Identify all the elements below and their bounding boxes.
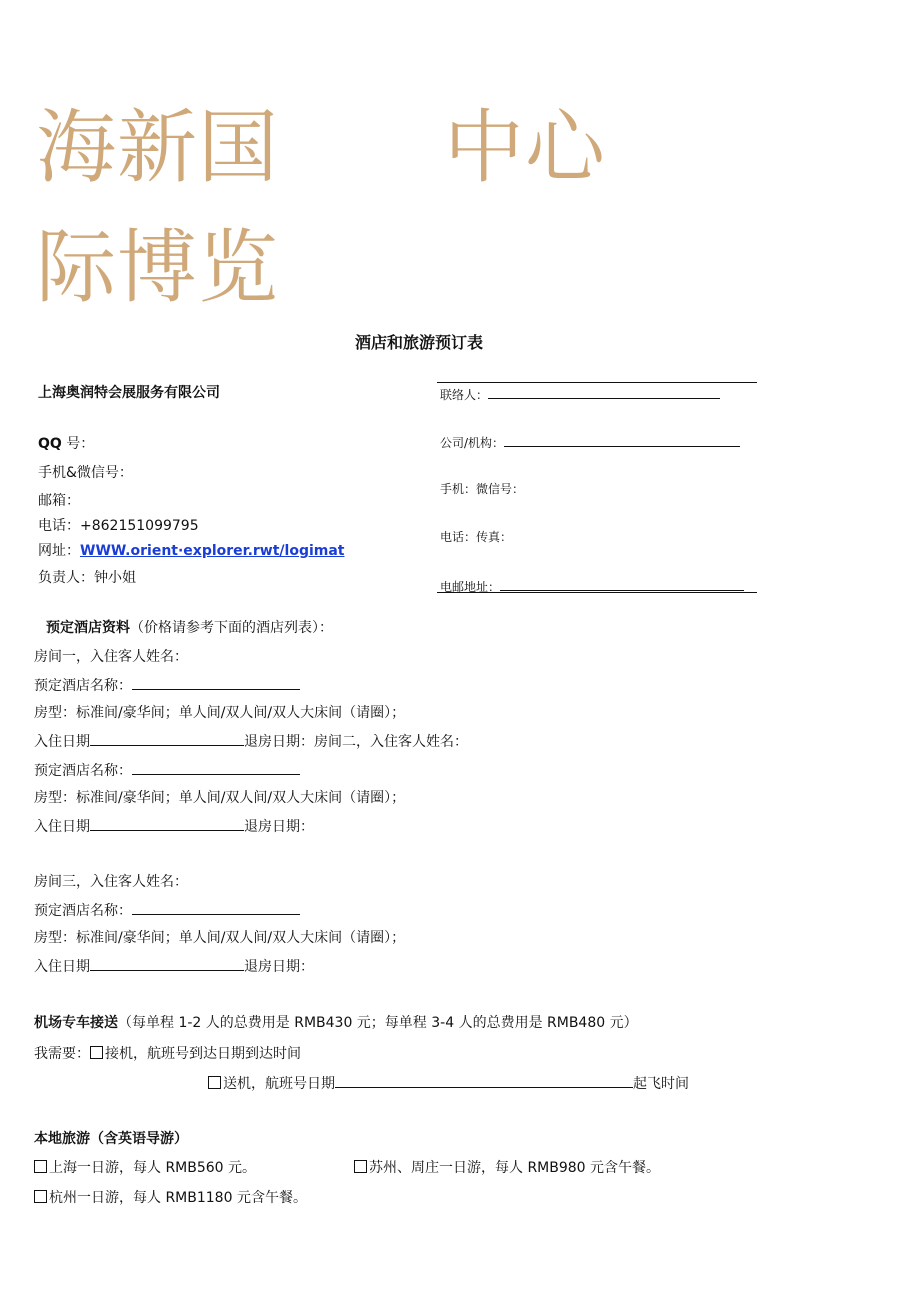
tour-checkbox[interactable]: [34, 1160, 47, 1173]
checkin-input[interactable]: [90, 957, 244, 971]
dropoff-label: 送机，航班号日期: [223, 1076, 335, 1092]
tour-label: 杭州一日游，每人 RMB1180 元含午餐。: [49, 1190, 307, 1206]
checkin-label: 入住日期: [34, 959, 90, 975]
room1-type: 房型：标准间/豪华间；单人间/双人间/双人大床间（请圈）；: [34, 705, 406, 721]
checkout-label: 退房日期：: [244, 959, 314, 975]
room3-hotel-name[interactable]: [34, 901, 300, 920]
hotel-name-input[interactable]: [132, 676, 300, 690]
client-company-input[interactable]: [504, 433, 740, 447]
checkin-input[interactable]: [90, 732, 244, 746]
company-qq: [38, 435, 94, 453]
need-label: 我需要：: [34, 1046, 90, 1062]
client-phone-field[interactable]: 电话：传真：: [440, 530, 513, 544]
dropoff-checkbox[interactable]: [208, 1076, 221, 1089]
airport-note: （每单程 1-2 人的总费用是 RMB430 元；每单程 3-4 人的总费用是 RMB480 元）: [118, 1015, 638, 1031]
banner-line1-right: 中心: [444, 101, 606, 194]
checkin-label: 入住日期: [34, 819, 90, 835]
website-label: 网址：: [38, 543, 80, 559]
tour-label: 苏州、周庄一日游，每人 RMB980 元含午餐。: [369, 1160, 661, 1176]
company-phone: 电话：+862151099795: [38, 518, 199, 534]
client-company-label: 公司/机构：: [440, 436, 505, 450]
client-email-input[interactable]: [500, 577, 744, 591]
airport-pickup-row: [34, 1045, 301, 1063]
hotel-heading-row: [46, 619, 333, 637]
website-link[interactable]: WWW.orient·explorer.rwt/logimat: [80, 543, 345, 559]
checkin-input[interactable]: [90, 817, 244, 831]
company-contact: 负责人：钟小姐: [38, 570, 136, 586]
tour-heading: 本地旅游（含英语导游）: [34, 1131, 188, 1147]
checkout-label: 退房日期：: [244, 819, 314, 835]
tour-checkbox[interactable]: [34, 1190, 47, 1203]
client-company-field[interactable]: [440, 433, 740, 451]
pickup-label: 接机，航班号到达日期到达时间: [105, 1046, 301, 1062]
form-title: 酒店和旅游预订表: [355, 333, 484, 352]
hotel-name-label: 预定酒店名称：: [34, 763, 132, 779]
client-contact-input[interactable]: [488, 385, 720, 399]
checkout-label: 退房日期：: [244, 734, 314, 750]
room2-hotel-name[interactable]: [34, 761, 300, 780]
room2-dates-row: [34, 817, 314, 836]
company-name: 上海奥润特会展服务有限公司: [38, 385, 220, 401]
airport-dropoff-row: [208, 1074, 689, 1093]
hotel-name-label: 预定酒店名称：: [34, 678, 132, 694]
checkin-label: 入住日期: [34, 734, 90, 750]
room1-guest: 房间一，入住客人姓名：: [34, 649, 188, 665]
banner-line2: 际博览: [36, 221, 279, 314]
client-mobile-field[interactable]: 手机：微信号：: [440, 482, 525, 496]
pickup-checkbox[interactable]: [90, 1046, 103, 1059]
company-email: 邮箱：: [38, 493, 80, 509]
room3-guest: 房间三，入住客人姓名：: [34, 874, 188, 890]
client-contact-label: 联络人：: [440, 388, 489, 402]
qq-suffix: 号：: [61, 436, 95, 452]
hotel-name-input[interactable]: [132, 901, 300, 915]
hotel-heading: 预定酒店资料: [46, 620, 130, 636]
departure-time-label: 起飞时间: [633, 1076, 689, 1092]
room2-type: 房型：标准间/豪华间；单人间/双人间/双人大床间（请圈）；: [34, 790, 406, 806]
hotel-name-label: 预定酒店名称：: [34, 903, 132, 919]
room2-guest: 房间二，入住客人姓名：: [314, 734, 468, 750]
room1-dates-row: [34, 732, 468, 751]
tour-checkbox[interactable]: [354, 1160, 367, 1173]
dropoff-input[interactable]: [335, 1074, 633, 1088]
banner-line1-left: 海新国: [36, 101, 279, 194]
room3-type: 房型：标准间/豪华间；单人间/双人间/双人大床间（请圈）；: [34, 930, 406, 946]
client-contact-field[interactable]: [440, 385, 720, 403]
company-website-row: [38, 542, 345, 560]
qq-label: QQ: [38, 436, 62, 452]
airport-heading: 机场专车接送: [34, 1015, 118, 1031]
room1-hotel-name[interactable]: [34, 676, 300, 695]
tour-option-hangzhou[interactable]: [34, 1189, 307, 1207]
company-mobile: 手机&微信号：: [38, 465, 133, 481]
client-email-label: 电邮地址：: [440, 580, 501, 594]
tour-label: 上海一日游，每人 RMB560 元。: [49, 1160, 257, 1176]
hotel-name-input[interactable]: [132, 761, 300, 775]
client-box-top-rule: [437, 382, 757, 383]
room3-dates-row: [34, 957, 314, 976]
hotel-heading-note: （价格请参考下面的酒店列表）：: [130, 620, 333, 636]
tour-option-suzhou[interactable]: [354, 1159, 660, 1177]
client-email-field[interactable]: [440, 577, 744, 595]
airport-heading-row: [34, 1014, 638, 1032]
tour-option-shanghai[interactable]: [34, 1159, 256, 1177]
